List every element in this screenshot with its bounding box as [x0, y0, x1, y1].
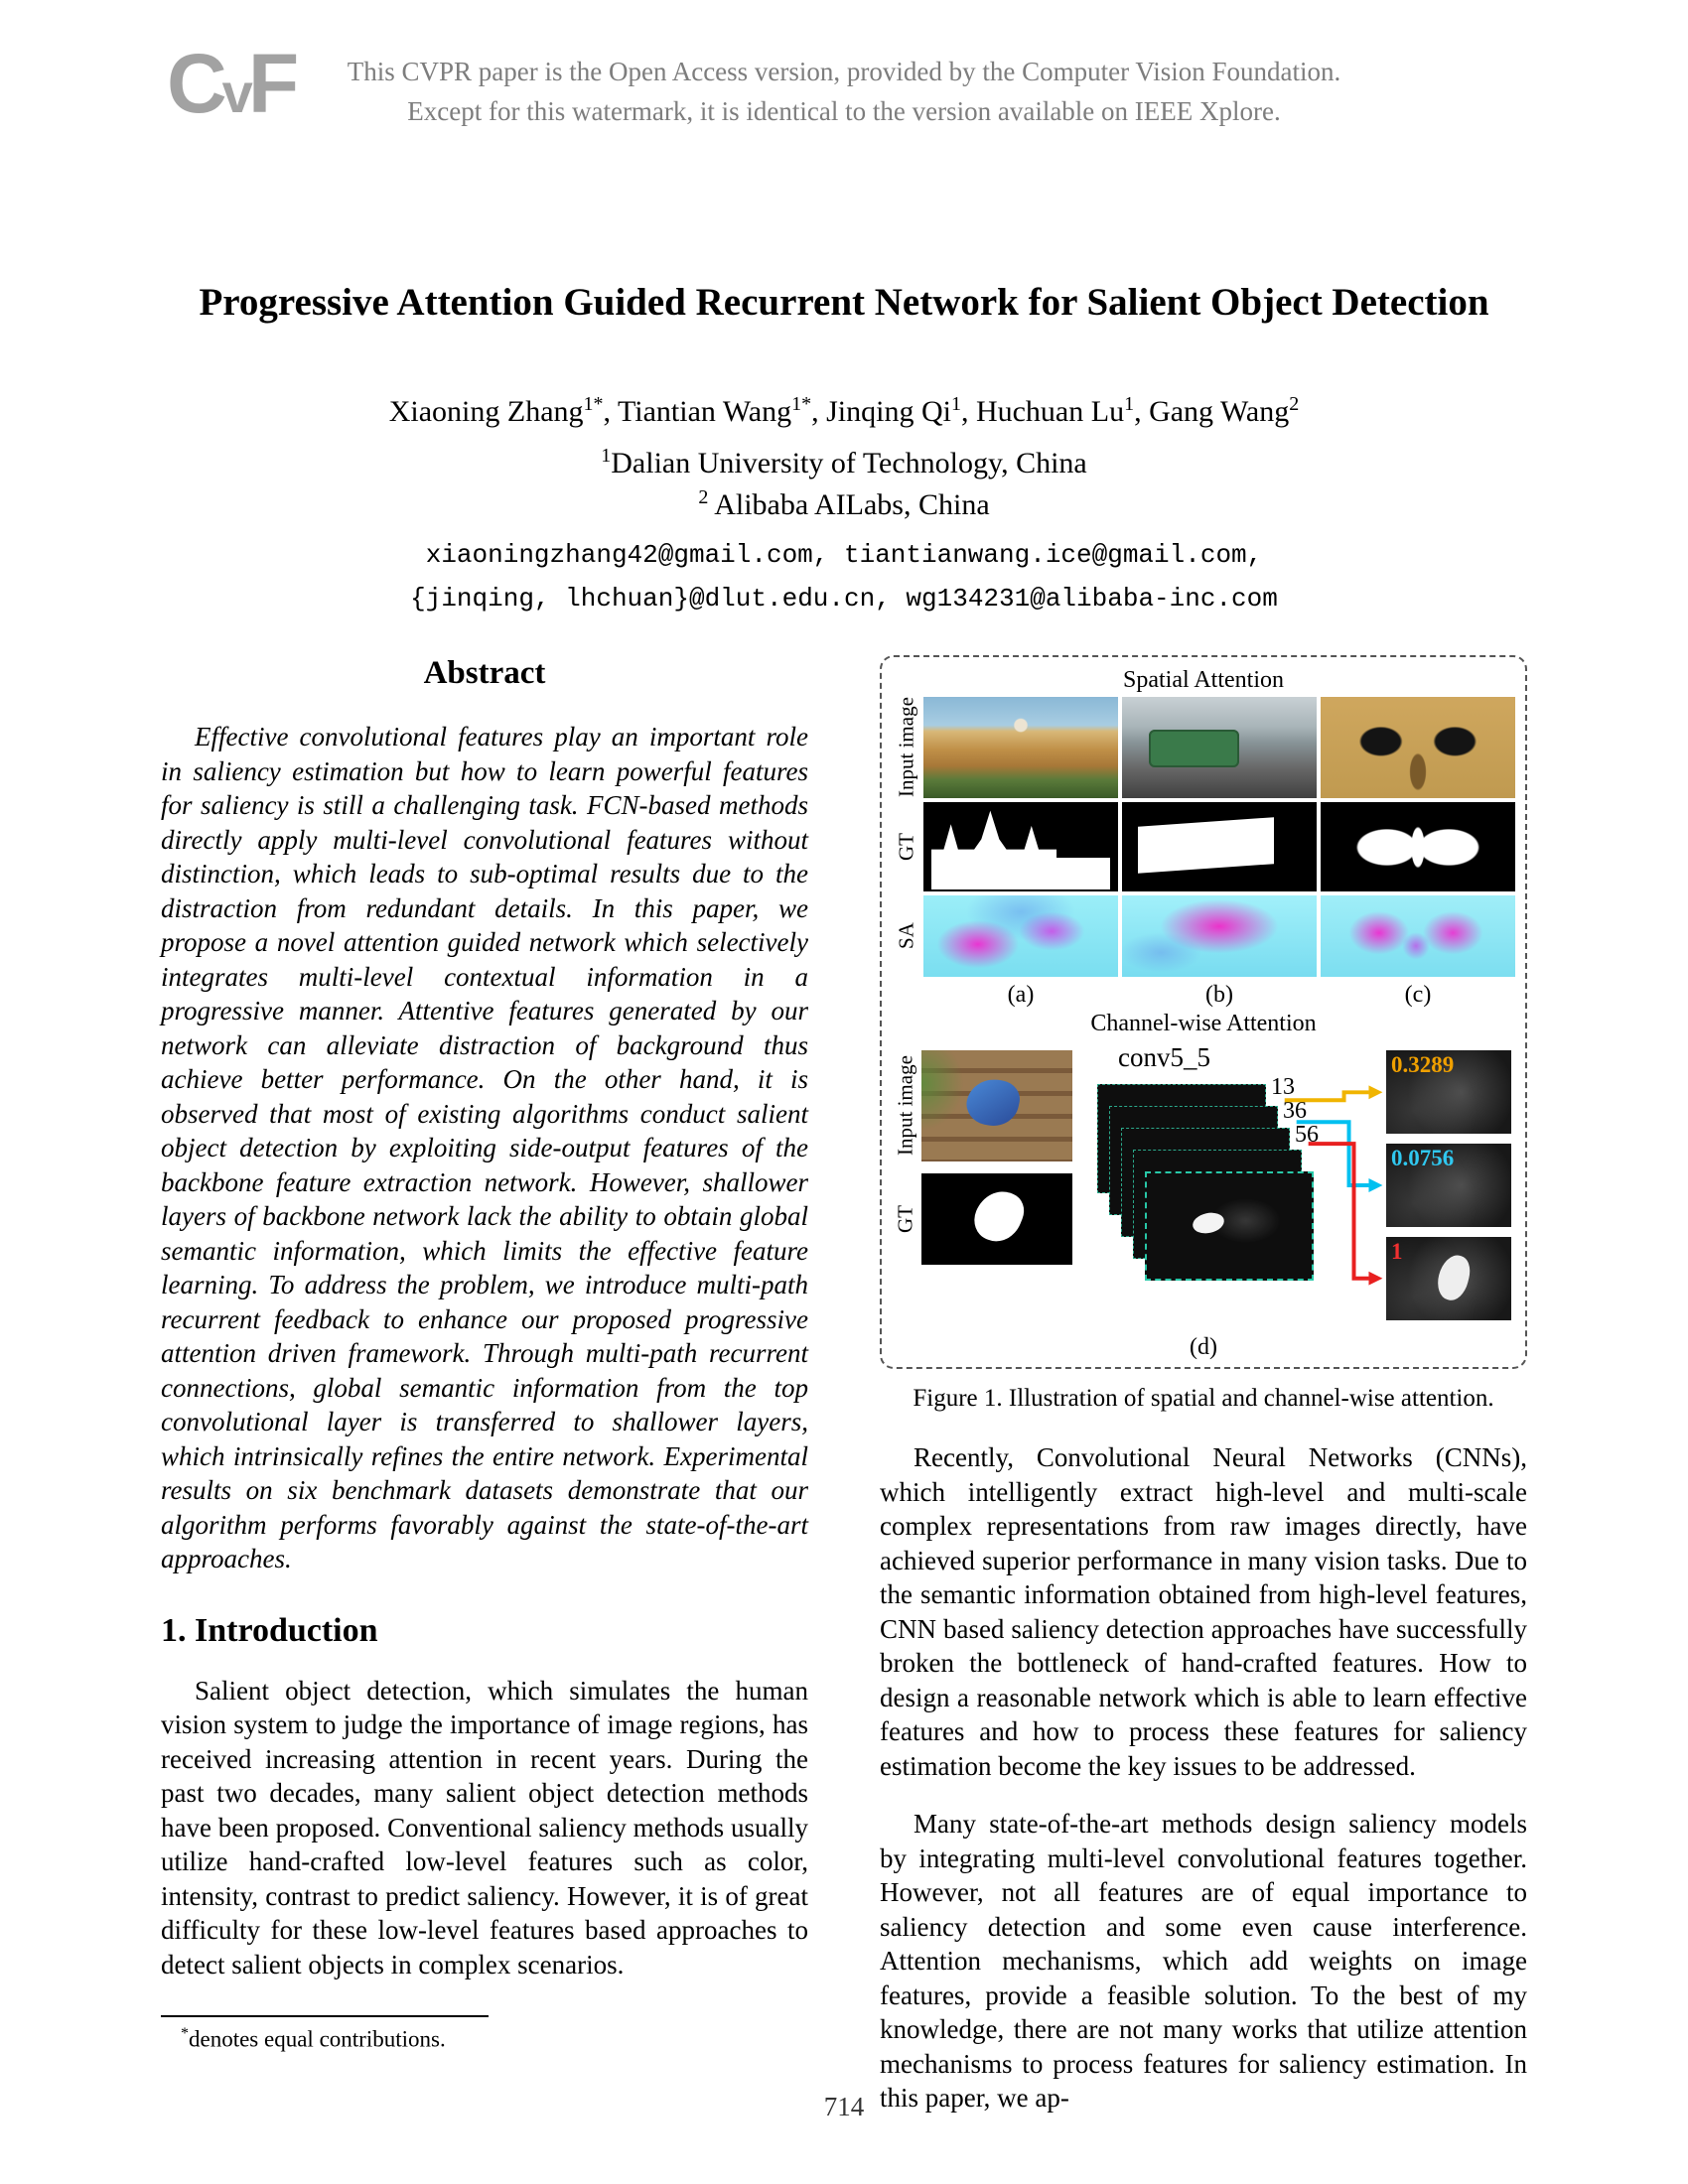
author — [826, 395, 976, 428]
sa-row — [894, 895, 1513, 977]
row-label-input-image-bottom: Input image — [893, 1055, 917, 1157]
channel-attention-title: Channel-wise Attention — [1090, 1011, 1317, 1036]
cyan-arrowhead — [1368, 1178, 1382, 1192]
author-name: Huchuan Lu — [975, 395, 1125, 428]
introduction-paragraph: Salient object detection, which simulates the human vision system to judge the importance of image regions, has received increasing attention in recent years. During the past two decades, many salient object detection methods have been proposed. Conventional saliency methods usually utilize hand-crafted low-level features such as color, intensity, contrast to predict saliency. However, it is of great difficulty for these low-level features based approaches to detect salient objects in complex scenarios. — [161, 1675, 808, 1979]
input-image-b — [1122, 697, 1317, 798]
spatial-attention-map-a — [923, 895, 1118, 977]
paper-title: Progressive Attention Guided Recurrent Network for Salient Object Detection — [199, 281, 1489, 324]
left-column — [161, 655, 808, 2053]
affiliation-2 — [0, 486, 1688, 522]
right-paragraph-2: Many state-of-the-art methods design saliency models by integrating multi-level convolutional features together. However, not all features are of equal importance to saliency detection and some even cause interference. Attention mechanisms, which add weights on image features, provide a feasible solution. To the best of my knowledge, there are not many works that utilize attention mechanisms to process features for saliency estimation. In this paper, we ap- — [880, 1809, 1527, 2113]
row-label-gt-bottom: GT — [893, 1205, 917, 1233]
gt-mask-bird — [921, 1173, 1072, 1265]
email-line-2: {jinqing, lhchuan}@dlut.edu.cn, wg134231@alibaba-inc.com — [410, 584, 1278, 614]
column-label-d: (d) — [1190, 1334, 1217, 1360]
channel-index-36: 36 — [1283, 1098, 1307, 1124]
affiliation-mark: 2 — [698, 486, 709, 508]
right-paragraph-1: Recently, Convolutional Neural Networks (CNNs), which intelligently extract high-level and multi-scale complex representations from raw images directly, have achieved superior performance in many vision tasks. Due to the semantic information obtained from high-level features, CNN based saliency detection approaches have successfully broken the bottleneck of hand-crafted features. How to design a reasonable network which is able to learn effective features and how to process these features for saliency estimation become the key issues to be addressed. — [880, 1442, 1527, 1781]
red-arrowhead — [1368, 1272, 1382, 1286]
weight-value-1: 0.3289 — [1391, 1052, 1455, 1077]
author-name: Jinqing Qi — [826, 395, 951, 428]
column-label-spacer — [894, 981, 919, 1009]
activation-blob — [1192, 1210, 1226, 1236]
author — [976, 395, 1149, 428]
input-image-bird — [921, 1050, 1072, 1161]
channel-map-weight-1 — [1386, 1050, 1511, 1134]
channel-attention-diagram — [894, 1042, 1513, 1332]
cvf-logo-letter: F — [247, 37, 295, 130]
gt-mask-b — [1122, 802, 1317, 891]
channel-map-weight-3 — [1386, 1237, 1511, 1320]
section-heading-introduction: 1. Introduction — [161, 1611, 378, 1649]
figure-1-caption: Figure 1. Illustration of spatial and channel-wise attention. — [913, 1385, 1494, 1412]
input-image-a — [923, 697, 1118, 798]
gt-mask-c — [1321, 802, 1515, 891]
affiliation-1 — [0, 445, 1688, 480]
spatial-attention-title: Spatial Attention — [1123, 667, 1284, 693]
author-sep: , — [603, 395, 618, 428]
cvf-logo-letter: v — [221, 62, 248, 124]
row-label-gt: GT — [894, 833, 918, 861]
input-image-row — [894, 697, 1513, 798]
author-affmark: 1 — [950, 393, 961, 415]
column-label-a: (a) — [1007, 982, 1035, 1008]
gt-shape-bird — [968, 1183, 1030, 1248]
row-label-sa: SA — [894, 922, 918, 950]
affiliation-text: Dalian University of Technology, China — [611, 447, 1087, 479]
gt-shape-butterfly — [1340, 816, 1496, 879]
channel-index-13: 13 — [1271, 1074, 1295, 1100]
channel-index-56: 56 — [1295, 1122, 1319, 1148]
author-sep: , — [1134, 395, 1150, 428]
author-affmark: 1 — [1124, 393, 1135, 415]
author-affmark: 1* — [583, 393, 604, 415]
bird-activation-shape — [1434, 1253, 1474, 1304]
author — [1149, 395, 1299, 428]
right-column — [880, 655, 1527, 2139]
page-number: 714 — [823, 2092, 865, 2121]
footnote — [161, 2025, 808, 2053]
weight-value-3: 1 — [1391, 1239, 1403, 1264]
column-label-c: (c) — [1404, 982, 1432, 1008]
affiliation-text: Alibaba AILabs, China — [708, 488, 990, 521]
email-line-1: xiaoningzhang42@gmail.com, tiantianwang.ice@gmail.com, — [425, 540, 1263, 570]
gt-shape-tram — [1138, 817, 1274, 873]
conv5-5-label: conv5_5 — [1118, 1042, 1210, 1072]
affiliation-mark: 1 — [601, 445, 612, 467]
yellow-arrowhead — [1368, 1085, 1382, 1099]
abstract-text: Effective convolutional features play an important role in saliency estimation but how to learn powerful features for saliency is still a challenging task. FCN-based methods directly apply multi-level convolutional features without distinction, which leads to sub-optimal results due to the distraction from redundant details. In this paper, we propose a novel attention guided network which selectively integrates multi-level contextual information in a progressive manner. Attentive features generated by our network can alleviate distraction of background thus achieve better performance. On the other hand, it is observed that most of existing algorithms conduct salient object detection by exploiting side-output features of the backbone feature extraction network. However, shallower layers of backbone network lack the ability to obtain global semantic information, which limits the effective feature learning. To address the problem, we introduce multi-path recurrent feedback to enhance our proposed progressive attention driven framework. Through multi-path recurrent connections, global semantic information from the top convolutional layer is transferred to shallower layers, which intrinsically refines the entire network. Experimental results on six benchmark datasets demonstrate that our algorithm performs favorably against the state-of-the-art approaches. — [161, 722, 808, 1573]
footnote-text: denotes equal contributions. — [189, 2026, 446, 2052]
watermark — [0, 52, 1688, 131]
row-label-input-image: Input image — [894, 697, 918, 798]
watermark-line2: Except for this watermark, it is identical to the version available on IEEE Xplore. — [407, 96, 1281, 126]
author-name: Tiantian Wang — [618, 395, 792, 428]
feature-map-layer-front — [1145, 1171, 1314, 1281]
spatial-attention-map-b — [1122, 895, 1317, 977]
cvf-logo-letter: C — [167, 37, 222, 130]
author — [389, 395, 618, 428]
author-name: Xiaoning Zhang — [388, 395, 584, 428]
channel-map-weight-2 — [1386, 1144, 1511, 1227]
footnote-marker: * — [181, 2025, 189, 2042]
input-image-c — [1321, 697, 1515, 798]
abstract-heading: Abstract — [423, 655, 546, 691]
figure-1 — [880, 655, 1527, 1369]
author-line — [0, 393, 1688, 429]
column-label-b: (b) — [1205, 982, 1233, 1008]
tram-shape — [1149, 730, 1238, 768]
bird-shape — [962, 1074, 1022, 1131]
author-affmark: 2 — [1289, 393, 1300, 415]
author-name: Gang Wang — [1149, 395, 1290, 428]
spatial-attention-map-c — [1321, 895, 1515, 977]
weight-value-2: 0.0756 — [1391, 1146, 1455, 1170]
gt-shape-temple — [931, 806, 1110, 890]
author — [618, 395, 826, 428]
author-sep: , — [811, 395, 827, 428]
gt-mask-a — [923, 802, 1118, 891]
column-label-row — [894, 981, 1513, 1009]
watermark-line1: This CVPR paper is the Open Access version, provided by the Computer Vision Foundation. — [347, 57, 1341, 86]
red-arrow — [1309, 1144, 1369, 1279]
author-sep: , — [960, 395, 976, 428]
gt-row — [894, 802, 1513, 891]
footnote-rule — [161, 2015, 489, 2017]
author-affmark: 1* — [791, 393, 812, 415]
